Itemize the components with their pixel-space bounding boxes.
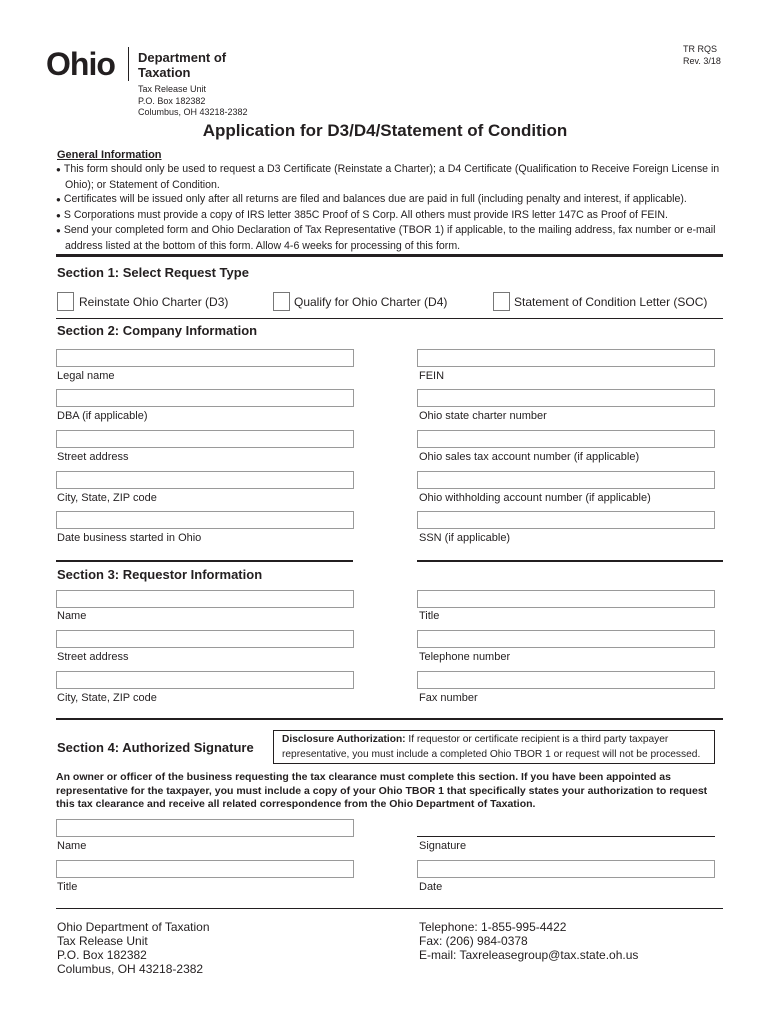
street-address-input[interactable] [56,430,354,448]
address-line: Tax Release Unit [138,84,207,94]
revision-date: Rev. 3/18 [683,55,721,66]
date-started-label: Date business started in Ohio [57,532,202,544]
date-input[interactable] [417,860,715,878]
d4-label: Qualify for Ohio Charter (D4) [294,295,448,309]
section-divider [56,718,723,720]
signature-line[interactable] [417,836,715,837]
section-divider [56,560,353,562]
d4-checkbox[interactable] [273,292,290,311]
d3-checkbox[interactable] [57,292,74,311]
signer-title-input[interactable] [56,860,354,878]
ssn-label: SSN (if applicable) [419,532,511,544]
footer-fax: Fax: (206) 984-0378 [419,934,528,948]
general-info-list [56,162,726,253]
fax-input[interactable] [417,671,715,689]
general-info-heading: General Information [57,149,162,161]
address-line: P.O. Box 182382 [138,95,206,106]
address-line: Columbus, OH 43218-2382 [138,107,248,117]
section-divider [417,560,723,562]
fein-input[interactable] [417,349,715,367]
withholding-account-input[interactable] [417,471,715,489]
requestor-title-input[interactable] [417,590,715,608]
footer-contact [419,920,638,962]
requestor-name-label: Name [57,610,87,622]
telephone-label: Telephone number [419,651,511,663]
city-state-zip-label: City, State, ZIP code [57,492,157,504]
withholding-account-label: Ohio withholding account number (if applicable) [419,492,651,504]
signature-label: Signature [419,840,467,852]
sales-tax-account-label: Ohio sales tax account number (if applicable) [419,451,640,463]
footer-email[interactable]: E-mail: Taxreleasegroup@tax.state.oh.us [419,948,639,962]
requestor-title-label: Title [419,610,440,622]
list-item: ● This form should only be used to request a D3 Certificate (Reinstate a Charter); a D4 Certificate (Qualification to Receive Foreign License in Ohio); or Statement of Condition. [56,162,726,192]
form-id: TR RQS [683,44,718,54]
requestor-city-label: City, State, ZIP code [57,692,157,704]
list-item: ● Send your completed form and Ohio Declaration of Tax Representative (TBOR 1) if applicable, to the mailing address, fax number or e-mail address listed at the bottom of this form. Allow 4-6 weeks for processing of this form. [56,223,726,253]
disclosure-text: If requestor or certificate recipient is a third party taxpayer representative, you must include a completed Ohio TBOR 1 or request will not be processed. [282,734,701,760]
department-line1: Department of [138,50,227,65]
footer-address-line: P.O. Box 182382 [57,948,147,962]
footer-telephone: Telephone: 1-855-995-4422 [419,920,567,934]
form-revision [683,44,721,67]
signer-name-input[interactable] [56,819,354,837]
list-item: ● S Corporations must provide a copy of IRS letter 385C Proof of S Corp. All others must provide IRS letter 147C as Proof of FEIN. [56,208,726,224]
dba-input[interactable] [56,389,354,407]
footer-address [57,920,210,976]
requestor-street-label: Street address [57,651,129,663]
ssn-input[interactable] [417,511,715,529]
signer-title-label: Title [57,881,78,893]
page-title: Application for D3/D4/Statement of Condition [202,121,568,140]
requestor-street-input[interactable] [56,630,354,648]
section-divider [56,254,723,257]
footer-divider [56,908,723,909]
fax-label: Fax number [419,692,478,704]
legal-name-input[interactable] [56,349,354,367]
header-address [138,84,248,119]
fein-label: FEIN [419,370,445,382]
street-address-label: Street address [57,451,129,463]
requestor-city-input[interactable] [56,671,354,689]
section3-title: Section 3: Requestor Information [57,567,263,582]
requestor-name-input[interactable] [56,590,354,608]
telephone-input[interactable] [417,630,715,648]
d3-label: Reinstate Ohio Charter (D3) [79,295,229,309]
sales-tax-account-input[interactable] [417,430,715,448]
soc-label: Statement of Condition Letter (SOC) [514,295,708,309]
disclosure-heading: Disclosure Authorization: [282,734,406,745]
department-line2: Taxation [138,65,191,80]
department-name [138,50,226,80]
date-started-input[interactable] [56,511,354,529]
section1-title: Section 1: Select Request Type [57,265,249,280]
soc-checkbox[interactable] [493,292,510,311]
footer-address-line: Ohio Department of Taxation [57,920,210,934]
legal-name-label: Legal name [57,370,115,382]
section-divider [56,318,723,319]
footer-address-line: Columbus, OH 43218-2382 [57,962,204,976]
footer-address-line: Tax Release Unit [57,934,148,948]
ohio-logo: Ohio [46,46,115,82]
authorization-instructions: An owner or officer of the business requesting the tax clearance must complete this section. If you have been appointed as representative for the taxpayer, you must include a copy of your Ohio TBOR 1 that specifically states your authorization to request this tax clearance and receive all related correspondence from the Ohio Department of Taxation. [56,771,708,810]
list-item: ● Certificates will be issued only after all returns are filed and balances due are paid in full (including penalty and interest, if applicable). [56,192,726,208]
charter-number-input[interactable] [417,389,715,407]
signer-name-label: Name [57,840,87,852]
section4-title: Section 4: Authorized Signature [57,740,254,755]
dba-label: DBA (if applicable) [57,410,148,422]
city-state-zip-input[interactable] [56,471,354,489]
logo-divider [128,47,129,81]
date-label: Date [419,881,443,893]
section2-title: Section 2: Company Information [57,323,258,338]
charter-number-label: Ohio state charter number [419,410,547,422]
disclosure-box [273,730,715,764]
